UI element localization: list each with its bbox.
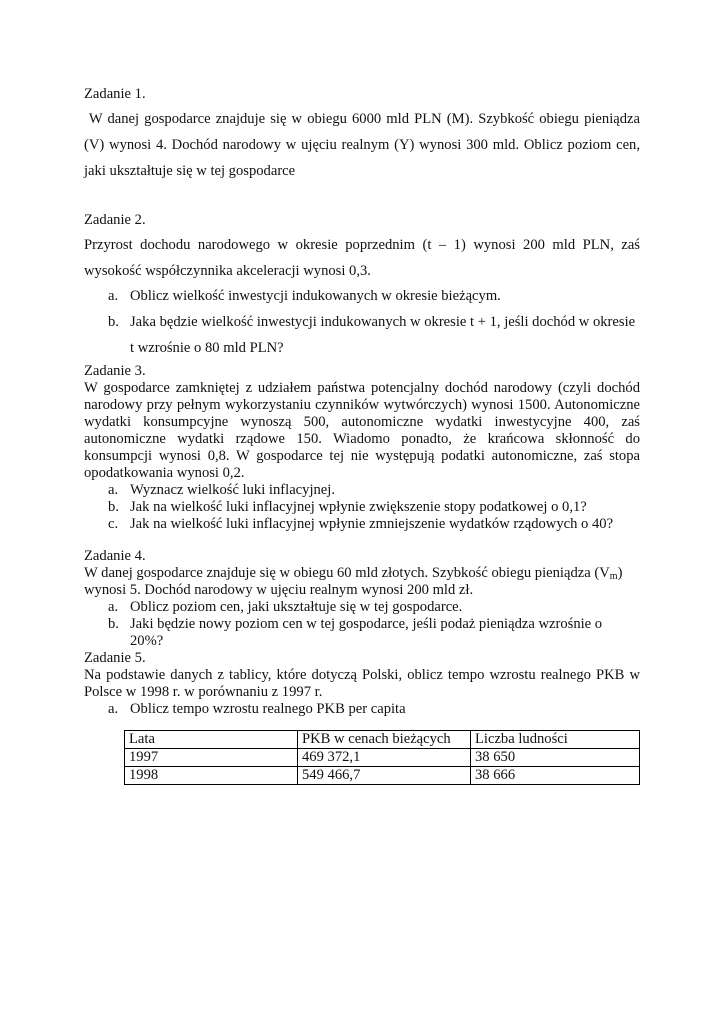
zadanie-2-item-b bbox=[108, 314, 640, 331]
zadanie-4-item-b-continuation: 20%? bbox=[130, 633, 164, 649]
line-text-end: ) bbox=[617, 565, 623, 581]
table-cell: 38 666 bbox=[471, 767, 640, 785]
list-item-text: Oblicz wielkość inwestycji indukowanych w okresie bieżącym. bbox=[130, 288, 501, 304]
list-item-text: Jaka będzie wielkość inwestycji indukowanych w okresie t + 1, jeśli dochód w okresie bbox=[130, 314, 636, 330]
table-header-cell: Lata bbox=[125, 731, 298, 749]
table-cell: 1997 bbox=[125, 749, 298, 767]
zadanie-3-line-3: wydatki konsumpcyjne wynoszą 500, autonomiczne wydatki inwestycyjne 400, zaś bbox=[84, 414, 640, 430]
list-marker: a. bbox=[108, 599, 119, 615]
list-item-text: Jak na wielkość luki inflacyjnej wpłynie zwiększenie stopy podatkowej o 0,1? bbox=[130, 499, 587, 515]
table-row bbox=[125, 767, 640, 785]
zadanie-2-line-2: wysokość współczynnika akceleracji wynosi 0,3. bbox=[84, 263, 371, 279]
list-marker: a. bbox=[108, 701, 119, 717]
list-item-text: Oblicz poziom cen, jaki ukształtuje się w tej gospodarce. bbox=[130, 599, 463, 615]
zadanie-3-item-a bbox=[108, 482, 640, 499]
zadanie-3-line-6: opodatkowania wynosi 0,2. bbox=[84, 465, 245, 481]
list-item-text: Jaki będzie nowy poziom cen w tej gospodarce, jeśli podaż pieniądza wzrośnie o bbox=[130, 616, 603, 632]
zadanie-2-item-b-continuation: t wzrośnie o 80 mld PLN? bbox=[130, 340, 284, 356]
zadanie-5-title: Zadanie 5. bbox=[84, 650, 146, 666]
list-marker: a. bbox=[108, 288, 119, 304]
zadanie-3-item-c bbox=[108, 516, 640, 533]
zadanie-3-line-2: narodowy przy pełnym wykorzystaniu czynników wytwórczych) wynosi 1500. Autonomiczne bbox=[84, 397, 640, 413]
zadanie-5-item-a bbox=[108, 701, 640, 718]
table-cell: 1998 bbox=[125, 767, 298, 785]
zadanie-3-line-5: konsumpcji wynosi 0,8. W gospodarce tej nie występują podatki autonomiczne, zaś stopa bbox=[84, 448, 640, 464]
table-cell: 549 466,7 bbox=[298, 767, 471, 785]
list-marker: c. bbox=[108, 516, 119, 532]
list-item-text: Oblicz tempo wzrostu realnego PKB per capita bbox=[130, 701, 406, 717]
list-marker: b. bbox=[108, 499, 119, 515]
zadanie-4-line-2: wynosi 5. Dochód narodowy w ujęciu realnym wynosi 200 mld zł. bbox=[84, 582, 474, 598]
zadanie-3-line-1: W gospodarce zamkniętej z udziałem państwa potencjalny dochód narodowy (czyli dochód bbox=[84, 380, 640, 396]
table-header-row bbox=[125, 731, 640, 749]
zadanie-4-item-a bbox=[108, 599, 640, 616]
zadanie-1-line-2: (V) wynosi 4. Dochód narodowy w ujęciu realnym (Y) wynosi 300 mld. Oblicz poziom cen, bbox=[84, 137, 640, 153]
zadanie-4-item-b bbox=[108, 616, 640, 633]
zadanie-2-line-1: Przyrost dochodu narodowego w okresie poprzednim (t – 1) wynosi 200 mld PLN, zaś bbox=[84, 237, 640, 253]
table-cell: 38 650 bbox=[471, 749, 640, 767]
data-table bbox=[124, 730, 640, 785]
zadanie-2-title: Zadanie 2. bbox=[84, 212, 146, 228]
table-row bbox=[125, 749, 640, 767]
zadanie-3-item-b bbox=[108, 499, 640, 516]
table-header-cell: PKB w cenach bieżących bbox=[298, 731, 471, 749]
zadanie-4-line-1 bbox=[84, 565, 640, 582]
list-item-text: Jak na wielkość luki inflacyjnej wpłynie zmniejszenie wydatków rządowych o 40? bbox=[130, 516, 614, 532]
zadanie-4-title: Zadanie 4. bbox=[84, 548, 146, 564]
list-marker: b. bbox=[108, 314, 119, 330]
zadanie-1-line-3: jaki ukształtuje się w tej gospodarce bbox=[84, 163, 296, 179]
zadanie-2-item-a bbox=[108, 288, 640, 305]
zadanie-5-line-1: Na podstawie danych z tablicy, które dotyczą Polski, oblicz tempo wzrostu realnego PKB w bbox=[84, 667, 640, 683]
zadanie-1-line-1: W danej gospodarce znajduje się w obiegu 6000 mld PLN (M). Szybkość obiegu pieniądza bbox=[84, 111, 640, 127]
subscript: m bbox=[609, 571, 618, 582]
list-marker: b. bbox=[108, 616, 119, 632]
line-text: W danej gospodarce znajduje się w obiegu 60 mld złotych. Szybkość obiegu pieniądza (V bbox=[84, 565, 610, 581]
zadanie-3-title: Zadanie 3. bbox=[84, 363, 146, 379]
zadanie-3-line-4: autonomiczne wydatki rządowe 150. Wiadomo ponadto, że krańcowa skłonność do bbox=[84, 431, 640, 447]
zadanie-5-line-2: Polsce w 1998 r. w porównaniu z 1997 r. bbox=[84, 684, 323, 700]
table-header-cell: Liczba ludności bbox=[471, 731, 640, 749]
table-cell: 469 372,1 bbox=[298, 749, 471, 767]
zadanie-1-title: Zadanie 1. bbox=[84, 86, 146, 102]
list-item-text: Wyznacz wielkość luki inflacyjnej. bbox=[130, 482, 335, 498]
list-marker: a. bbox=[108, 482, 119, 498]
